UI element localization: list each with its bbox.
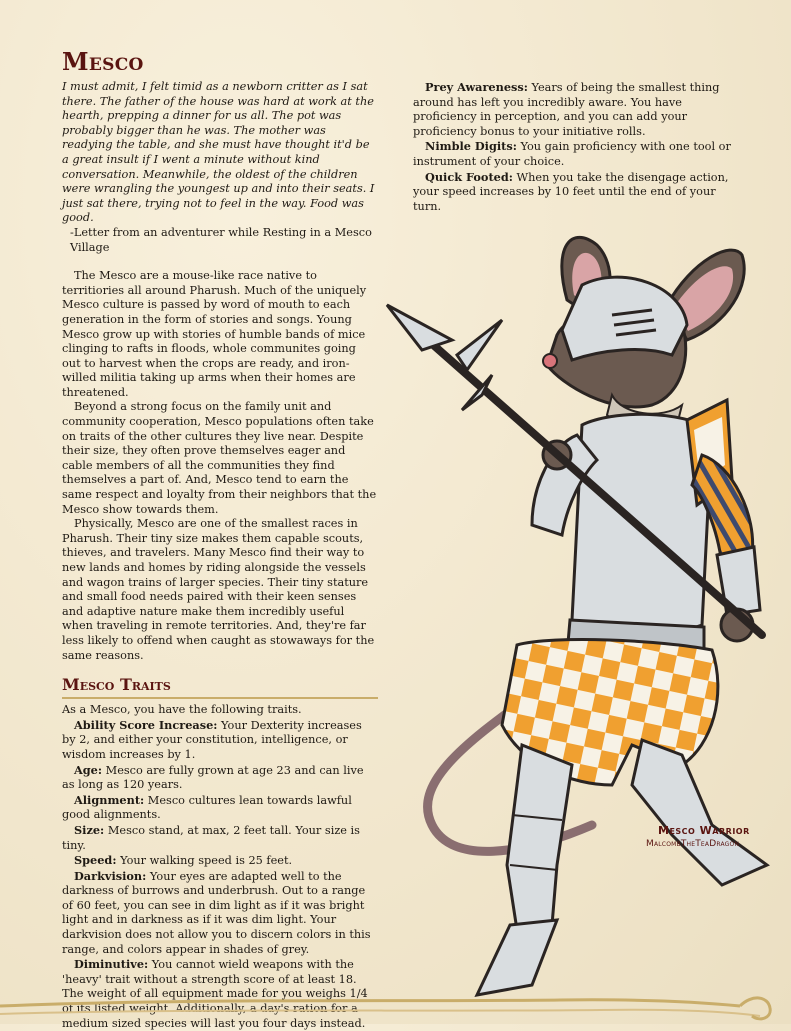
trait-speed: Speed: Your walking speed is 25 feet. — [74, 853, 293, 868]
traits-intro: As a Mesco, you have the following traits. — [62, 703, 302, 717]
trait-prey-awareness: Prey Awareness: Years of being the smallest thing around has left you incredibly aware. You have proficiency in perception, and you can add your proficiency bonus to your initiative rolls. — [413, 80, 720, 138]
illustration-caption — [604, 824, 791, 849]
caption-artist: MalcombTheTeaDragon — [646, 839, 740, 849]
body-paragraph: Physically, Mesco are one of the smallest races in Pharush. Their tiny size makes them capable scouts, thieves, and travelers. Many Mesco find their way to new lands and homes by riding alongside the vessels and wagon trains of larger species. Their tiny stature and small food needs paired with their keen senses and adaptive nature make them incredibly useful when traveling in remote territories. And, they're far less likely to offend when caught as stowaways for the same reasons. — [62, 517, 375, 662]
trait-darkvision: Darkvision: Your eyes are adapted well to the darkness of burrows and underbrush. Out to a range of 60 feet, you can see in dim light as if it was bright light and in darkness as if it was dim light. Your darkvision does not allow you to discern colors in this range, and colors appear in shades of grey. — [62, 868, 371, 956]
right-column — [413, 80, 731, 214]
trait-nimble-digits: Nimble Digits: You gain proficiency with one tool or instrument of your choice. — [413, 139, 731, 168]
trait-ability-score: Ability Score Increase: Your Dexterity increases by 2, and either your constitution, intelligence, or wisdom increases by 1. — [62, 717, 362, 761]
spear-head — [387, 305, 452, 350]
left-column — [62, 48, 378, 1031]
trait-quick-footed: Quick Footed: When you take the disengage action, your speed increases by 10 feet until the end of your turn. — [413, 169, 729, 213]
helmet — [562, 277, 687, 360]
body-paragraph: The Mesco are a mouse-like race native to territiories all around Pharush. Much of the uniquely Mesco culture is passed by word of mouth to each generation in the form of stories and songs. Young Mesco grow up with stories of humble bands of mice clinging to rafts in floods, whole communites going out to harvest when the crops are ready, and iron-willed militia taking up arms when their homes are threatened. — [62, 269, 367, 399]
quote-attribution: -Letter from an adventurer while Resting in a Mesco Village — [70, 225, 372, 254]
page-footer-ornament — [0, 984, 791, 1024]
page-title: Mesco — [62, 47, 144, 76]
traits-heading: Mesco Traits — [62, 675, 378, 699]
trait-alignment: Alignment: Mesco cultures lean towards lawful good alignments. — [62, 792, 352, 822]
body-paragraph: Beyond a strong focus on the family unit and community cooperation, Mesco populations often take on traits of the other cultures they live near. Despite their size, they often prove themselves eager and cable members of all the communities they find themselves a part of. And, Mesco tend to earn the same respect and loyalty from their neighbors that the Mesco show towards them. — [62, 400, 377, 516]
caption-title: Mesco Warrior — [658, 824, 750, 837]
mesco-warrior-illustration — [382, 225, 782, 1005]
trait-size: Size: Mesco stand, at max, 2 feet tall. Your size is tiny. — [62, 822, 360, 852]
intro-quote: I must admit, I felt timid as a newborn critter as I sat there. The father of the house was hard at work at the hearth, prepping a dinner for us all. The pot was probably bigger than he was. The mother was readying the table, and she must have thought it'd be a great insult if I went a minute without kind conversation. Meanwhile, the oldest of the children were wrangling the youngest up and into their seats. I just sat there, trying not to feel in the way. Food was good. — [62, 80, 375, 225]
trait-diminutive: Diminutive: You cannot wield weapons with the 'heavy' trait without a strength score of at least 18. The weight of all equipment made for you weighs 1/4 of its listed weight. Additionally, a day's ration for a medium sized species will last you four days instead. — [62, 957, 368, 1030]
trait-age: Age: Mesco are fully grown at age 23 and can live as long as 120 years. — [62, 762, 364, 792]
